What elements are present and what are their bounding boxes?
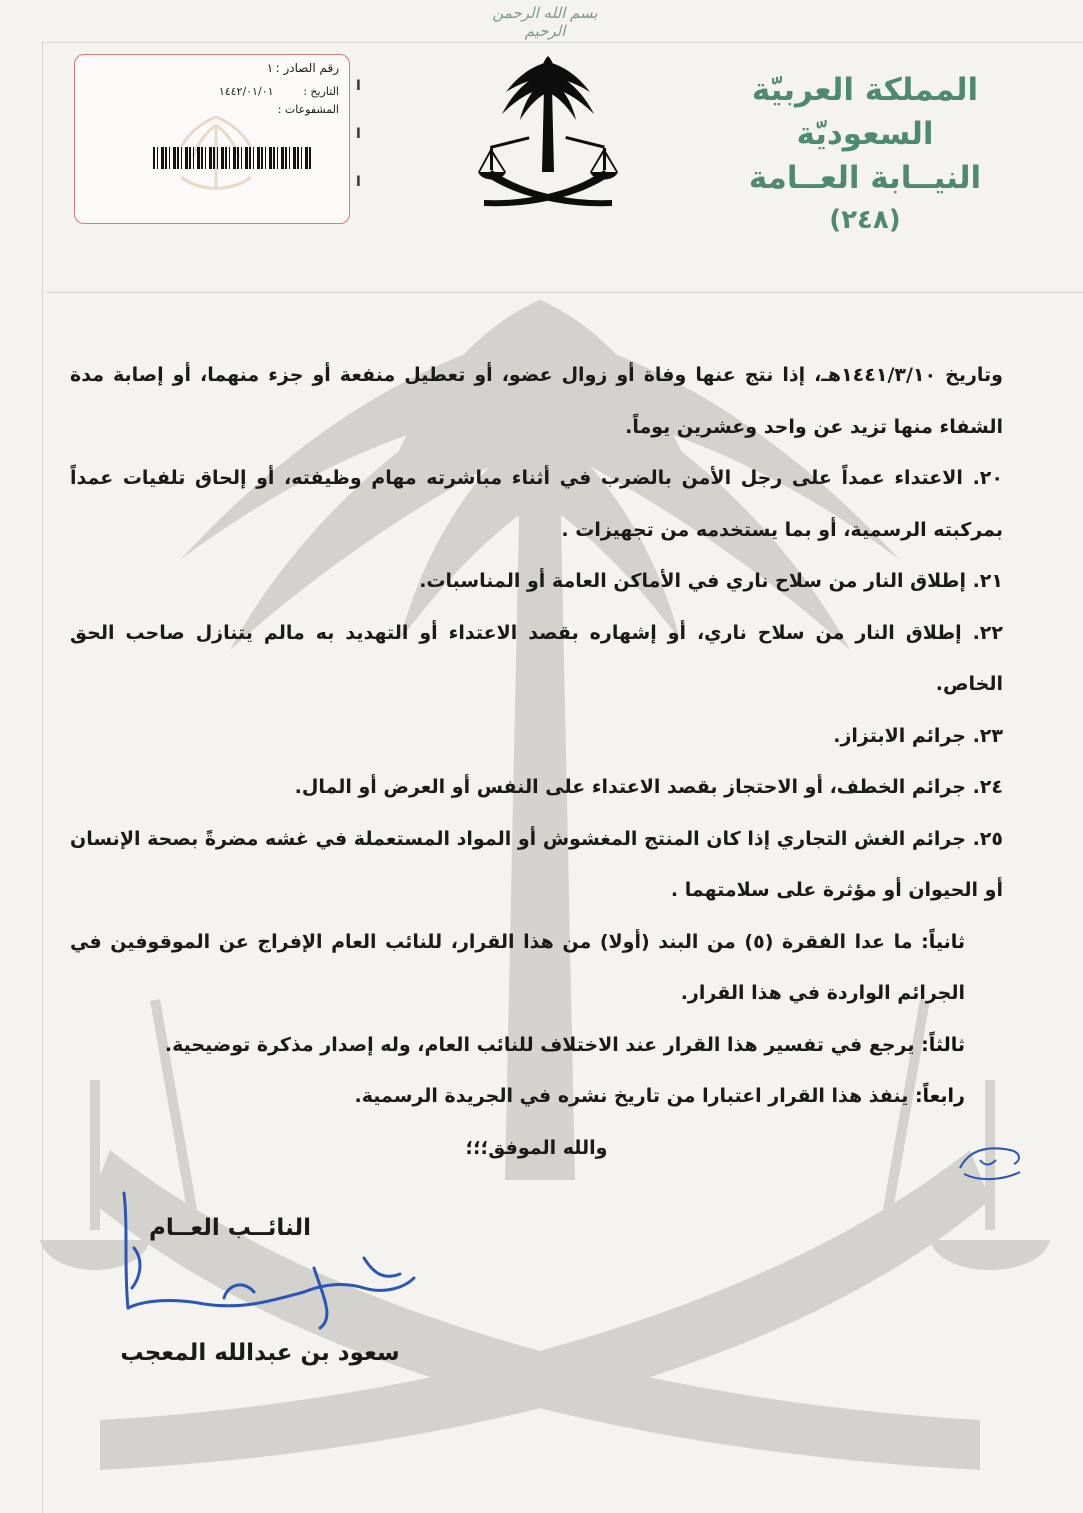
signatory-title: النائــب العــام [149, 1215, 311, 1241]
paragraph-continuation: وتاريخ ١٤٤١/٣/١٠هـ، إذا نتج عنها وفاة أو زوال عضو، أو تعطيل منفعة أو جزء منهما، أو إصابة مدة الشفاء منها تزيد عن واحد وعشرين يوماً. [70, 364, 1003, 438]
decision-body [70, 350, 1003, 1174]
date-label: التاريخ : [303, 85, 339, 98]
side-mark: ا [356, 174, 361, 190]
item-24: ٢٤. جرائم الخطف، أو الاحتجاز بقصد الاعتداء على النفس أو العرض أو المال. [294, 776, 1003, 798]
date-row [219, 85, 339, 98]
clause-third-text: يرجع في تفسير هذا القرار عند الاختلاف للنائب العام، وله إصدار مذكرة توضيحية. [164, 1033, 922, 1056]
clause-second-text: ما عدا الفقرة (٥) من البند (أولا) من هذا القرار، للنائب العام الإفراج عن الموقوفين في الجرائم الواردة في هذا القرار. [70, 930, 965, 1004]
attachments-row [277, 103, 339, 116]
issue-number-label: رقم الصادر : [275, 61, 339, 75]
clause-fourth [70, 1071, 1003, 1123]
attachments-label: المشفوعات : [277, 103, 339, 116]
item-25: ٢٥. جرائم الغش التجاري إذا كان المنتج المغشوش أو المواد المستعملة في غشه مضرةً بصحة الإنسان أو الحيوان أو مؤثرة على سلامتهما . [70, 827, 1003, 901]
clause-third-label: ثالثاً: [921, 1033, 965, 1056]
signatory-name: سعود بن عبدالله المعجب [120, 1340, 400, 1366]
palm-swords-emblem [472, 52, 624, 214]
side-mark: ا [356, 126, 361, 142]
clause-fourth-label: رابعاً: [914, 1085, 965, 1107]
item-21: ٢١. إطلاق النار من سلاح ناري في الأماكن العامة أو المناسبات. [419, 570, 1003, 592]
side-marks [356, 78, 368, 222]
clause-fourth-text: ينفذ هذا القرار اعتبارا من تاريخ نشره في الجريدة الرسمية. [354, 1085, 915, 1107]
header-divider [46, 292, 1083, 293]
item-22: ٢٢. إطلاق النار من سلاح ناري، أو إشهاره بقصد الاعتداء أو التهديد به مالم يتنازل صاحب الحق الخاص. [70, 621, 1003, 695]
item-23: ٢٣. جرائم الابتزاز. [833, 724, 1003, 747]
issue-number-value: ١ [266, 61, 274, 75]
item-20: ٢٠. الاعتداء عمداً على رجل الأمن بالضرب في أثناء مباشرته مهام وظيفته، أو إلحاق تلفيات عمداً بمركبته الرسمية، أو بما يستخدمه من تجهيزات . [70, 467, 1003, 541]
signature-block [70, 1208, 400, 1366]
agency-name: النيــابة العــامة [748, 160, 982, 196]
initials-mark [950, 1138, 1030, 1188]
barcode [153, 147, 313, 169]
bismillah-calligraphy: بسم الله الرحمن الرحيم [492, 4, 598, 40]
clause-third [70, 1020, 1003, 1072]
document-number: (٢٤٨) [829, 205, 901, 235]
kingdom-name: المملكة العربيّة السعوديّة [751, 72, 979, 152]
closing-line: والله الموفق؛؛؛ [465, 1136, 608, 1159]
date-value: ١٤٤٢/٠١/٠١ [218, 85, 274, 98]
clause-second [70, 917, 1003, 1020]
issuing-authority [685, 68, 1045, 240]
issue-number-row [267, 61, 339, 75]
clause-second-label: ثانياً: [921, 930, 965, 953]
side-mark: ا [356, 78, 361, 94]
reference-box [74, 54, 350, 224]
